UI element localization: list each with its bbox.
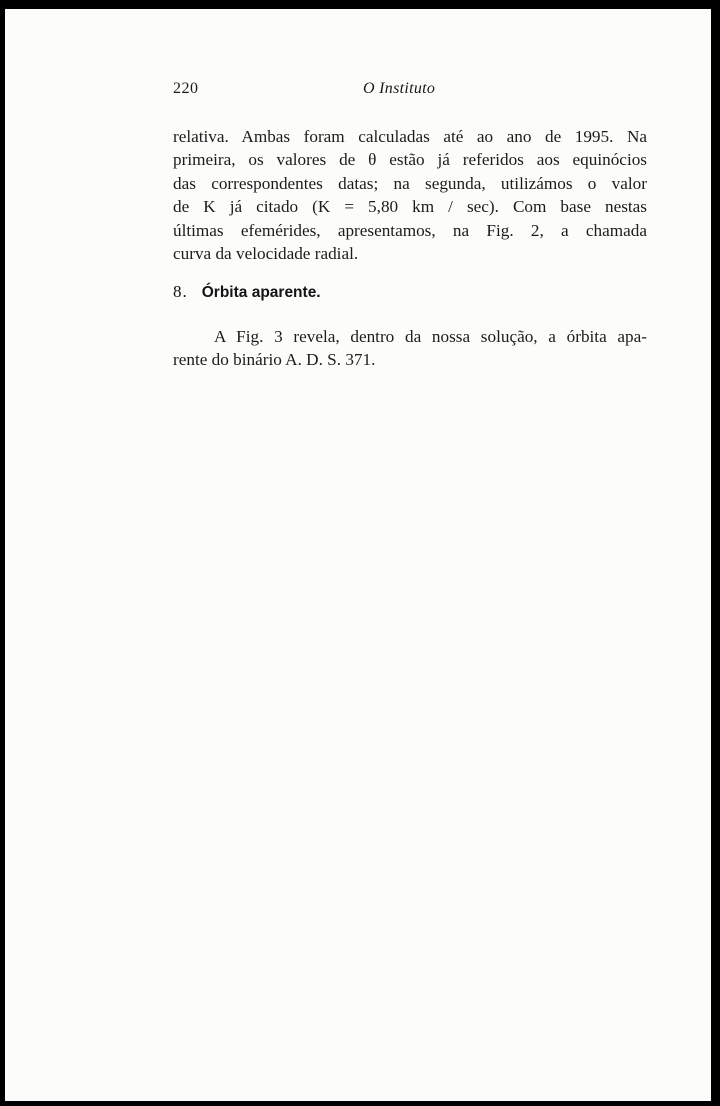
running-title: O Instituto [363,80,436,97]
text-line: de K já citado (K = 5,80 km / sec). Com base nestas [173,197,647,217]
body-paragraph [173,325,647,372]
section-title: Órbita aparente. [201,284,321,301]
scanned-page [5,9,711,1101]
text-line: A Fig. 3 revela, dentro da nossa solução, a órbita apa- [214,327,647,346]
text-line: relativa. Ambas foram calculadas até ao ano de 1995. Na [173,127,647,146]
text-line: curva da velocidade radial. [173,244,359,264]
body-paragraph [173,125,647,265]
section-heading [173,282,321,302]
page-number: 220 [173,80,199,97]
text-line: rente do binário A. D. S. 371. [173,350,376,370]
text-line: das correspondentes datas; na segunda, utilizámos o valor [173,173,647,193]
section-number: 8. [173,282,188,301]
text-line: últimas efemérides, apresentamos, na Fig. 2, a chamada [173,220,647,240]
page-header [173,80,647,104]
text-line: primeira, os valores de θ estão já referidos aos equinócios [173,150,647,170]
